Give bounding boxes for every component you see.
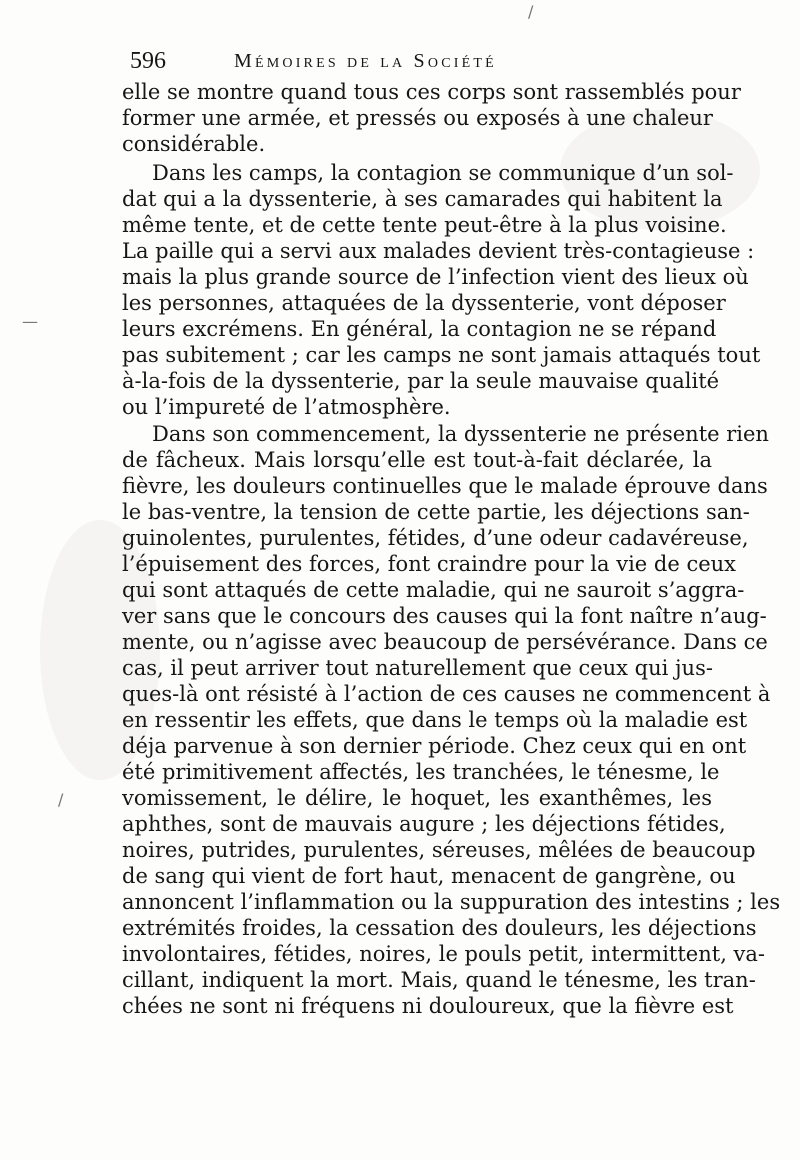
text-line: aphthes, sont de mauvais augure ; les déjections fétides, bbox=[122, 812, 726, 836]
text-line: ques-là ont résisté à l’action de ces causes ne commencent à bbox=[122, 682, 771, 706]
text-line: ver sans que le concours des causes qui la font naître n’aug- bbox=[122, 604, 767, 628]
text-line: ou l’impureté de l’atmosphère. bbox=[122, 395, 451, 419]
text-line: annoncent l’inflammation ou la suppuration des intestins ; les bbox=[122, 890, 781, 914]
text-line: involontaires, fétides, noires, le pouls petit, intermittent, va- bbox=[122, 942, 766, 966]
text-line: former une armée, et pressés ou exposés à une chaleur bbox=[122, 106, 713, 130]
margin-dash-mark: — bbox=[22, 312, 38, 331]
text-line: guinolentes, purulentes, fétides, d’une odeur cadavéreuse, bbox=[122, 526, 749, 550]
text-line: qui sont attaqués de cette maladie, qui ne sauroit s’aggra- bbox=[122, 578, 745, 602]
running-head: Mémoires de la Société bbox=[234, 50, 497, 72]
text-line: La paille qui a servi aux malades devient très-contagieuse : bbox=[122, 239, 755, 263]
text-line: été primitivement affectés, les tranchées, le ténesme, le bbox=[122, 760, 720, 784]
text-line: mente, ou n’agisse avec beaucoup de persévérance. Dans ce bbox=[122, 630, 768, 654]
top-edge-mark: / bbox=[528, 2, 534, 21]
text-line: cas, il peut arriver tout naturellement que ceux qui jus- bbox=[122, 656, 713, 680]
page-header bbox=[130, 48, 730, 80]
text-line: vomissement, le délire, le hoquet, les exanthêmes, les bbox=[122, 786, 712, 810]
text-line: chées ne sont ni fréquens ni douloureux, que la fièvre est bbox=[122, 994, 734, 1018]
text-line: en ressentir les effets, que dans le temps où la maladie est bbox=[122, 708, 748, 732]
text-line: l’épuisement des forces, font craindre pour la vie de ceux bbox=[122, 552, 737, 576]
text-line: mais la plus grande source de l’infection vient des lieux où bbox=[122, 265, 749, 289]
text-line: déja parvenue à son dernier période. Chez ceux qui en ont bbox=[122, 734, 747, 758]
page-number: 596 bbox=[130, 48, 166, 74]
text-line: Dans son commencement, la dyssenterie ne présente rien bbox=[152, 422, 769, 446]
text-line: de sang qui vient de fort haut, menacent de gangrène, ou bbox=[122, 864, 736, 888]
text-line: extrémités froides, la cessation des douleurs, les déjections bbox=[122, 916, 757, 940]
text-line: à-la-fois de la dyssenterie, par la seule mauvaise qualité bbox=[122, 369, 720, 393]
text-line: dat qui a la dyssenterie, à ses camarades qui habitent la bbox=[122, 187, 723, 211]
text-line: même tente, et de cette tente peut-être à la plus voisine. bbox=[122, 213, 727, 237]
text-line: fièvre, les douleurs continuelles que le malade éprouve dans bbox=[122, 474, 768, 498]
text-line: le bas-ventre, la tension de cette partie, les déjections san- bbox=[122, 500, 750, 524]
text-line: cillant, indiquent la mort. Mais, quand le ténesme, les tran- bbox=[122, 968, 756, 992]
text-line: de fâcheux. Mais lorsqu’elle est tout-à-fait déclarée, la bbox=[122, 448, 712, 472]
text-line: considérable. bbox=[122, 132, 266, 156]
text-line: Dans les camps, la contagion se communique d’un sol- bbox=[152, 161, 734, 185]
text-line: elle se montre quand tous ces corps sont rassemblés pour bbox=[122, 80, 741, 104]
text-line: noires, putrides, purulentes, séreuses, mêlées de beaucoup bbox=[122, 838, 756, 862]
text-line: les personnes, attaquées de la dyssenterie, vont déposer bbox=[122, 291, 726, 315]
text-line: pas subitement ; car les camps ne sont jamais attaqués tout bbox=[122, 343, 761, 367]
text-line: leurs excrémens. En général, la contagion ne se répand bbox=[122, 317, 717, 341]
margin-slash-mark: / bbox=[58, 790, 64, 809]
